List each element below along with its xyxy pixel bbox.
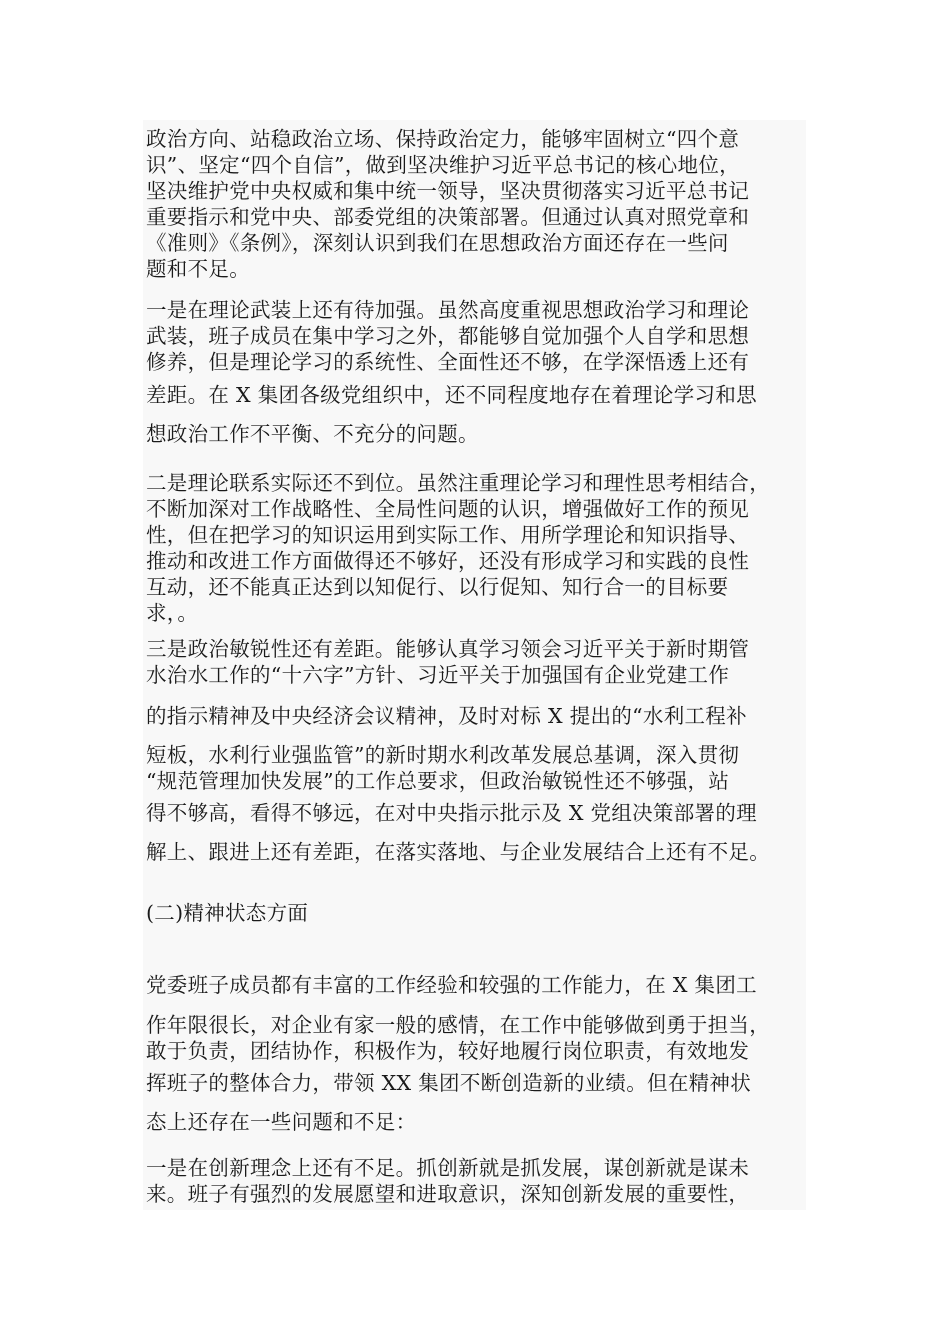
paragraph-intro xyxy=(146,126,804,282)
paragraph-spirit-intro xyxy=(146,966,804,1005)
paragraph-theory-armament xyxy=(146,297,804,375)
paragraph-spirit-intro-cont xyxy=(146,1012,804,1064)
document-body xyxy=(143,120,806,1210)
text-line: 推动和改进工作方面做得还不够好，还没有形成学习和实践的良性 xyxy=(146,549,750,573)
text-line: 敢于负责，团结协作，积极作为，较好地履行岗位职责，有效地发 xyxy=(146,1039,750,1063)
text-line: “规范管理加快发展”的工作总要求，但政治敏锐性还不够强，站 xyxy=(146,769,730,793)
section-heading-spirit xyxy=(146,900,804,926)
text-line: 三是政治敏锐性还有差距。能够认真学习领会习近平关于新时期管 xyxy=(146,637,750,661)
paragraph-political-sensitivity-cont xyxy=(146,697,804,736)
text-line: 水治水工作的“十六字”方针、习近平关于加强国有企业党建工作 xyxy=(146,663,730,687)
text-line: 一是在理论武装上还有待加强。虽然高度重视思想政治学习和理论 xyxy=(146,298,750,322)
paragraph-innovation xyxy=(146,1155,804,1207)
text-line: 的指示精神及中央经济会议精神，及时对标 X 提出的“水利工程补 xyxy=(146,704,747,728)
text-line: 态上还存在一些问题和不足： xyxy=(146,1110,417,1134)
text-line: 重要指示和党中央、部委党组的决策部署。但通过认真对照党章和 xyxy=(146,205,750,229)
paragraph-political-sensitivity-cont2 xyxy=(146,742,804,794)
text-line: 政治方向、站稳政治立场、保持政治定力，能够牢固树立“四个意 xyxy=(146,127,740,151)
text-line: 党委班子成员都有丰富的工作经验和较强的工作能力，在 X 集团工 xyxy=(146,973,757,997)
section-heading: (二)精神状态方面 xyxy=(146,901,309,925)
text-line: 识”、坚定“四个自信”，做到坚决维护习近平总书记的核心地位， xyxy=(146,153,740,177)
text-line: 短板，水利行业强监管”的新时期水利改革发展总基调，深入贯彻 xyxy=(146,743,740,767)
text-line: 来。班子有强烈的发展愿望和进取意识，深知创新发展的重要性， xyxy=(146,1182,750,1206)
text-line: 想政治工作不平衡、不充分的问题。 xyxy=(146,422,479,446)
paragraph-theory-armament-cont xyxy=(146,376,804,454)
text-line: 二是理论联系实际还不到位。虽然注重理论学习和理性思考相结合， xyxy=(146,471,770,495)
text-line: 互动，还不能真正达到以知促行、以行促知、知行合一的目标要 xyxy=(146,575,729,599)
paragraph-political-sensitivity-cont3 xyxy=(146,794,804,872)
text-line: 解上、跟进上还有差距，在落实落地、与企业发展结合上还有不足。 xyxy=(146,840,770,864)
text-line: 修养，但是理论学习的系统性、全面性还不够，在学深悟透上还有 xyxy=(146,350,750,374)
text-line: 差距。在 X 集团各级党组织中，还不同程度地存在着理论学习和思 xyxy=(146,383,757,407)
text-line: 一是在创新理念上还有不足。抓创新就是抓发展，谋创新就是谋未 xyxy=(146,1156,750,1180)
text-line: 不断加深对工作战略性、全局性问题的认识，增强做好工作的预见 xyxy=(146,497,750,521)
text-line: 武装，班子成员在集中学习之外，都能够自觉加强个人自学和思想 xyxy=(146,324,750,348)
paragraph-theory-practice xyxy=(146,470,804,626)
text-line: 性，但在把学习的知识运用到实际工作、用所学理论和知识指导、 xyxy=(146,523,750,547)
text-line: 坚决维护党中央权威和集中统一领导，坚决贯彻落实习近平总书记 xyxy=(146,179,750,203)
paragraph-political-sensitivity xyxy=(146,636,804,688)
text-line: 题和不足。 xyxy=(146,257,250,281)
paragraph-spirit-intro-cont2 xyxy=(146,1064,804,1142)
text-line: 《准则》《条例》，深刻认识到我们在思想政治方面还存在一些问 xyxy=(146,231,729,255)
text-line: 得不够高，看得不够远，在对中央指示批示及 X 党组决策部署的理 xyxy=(146,801,757,825)
text-line: 作年限很长，对企业有家一般的感情，在工作中能够做到勇于担当， xyxy=(146,1013,770,1037)
text-line: 挥班子的整体合力，带领 XX 集团不断创造新的业绩。但在精神状 xyxy=(146,1071,752,1095)
text-line: 求，。 xyxy=(146,601,199,625)
